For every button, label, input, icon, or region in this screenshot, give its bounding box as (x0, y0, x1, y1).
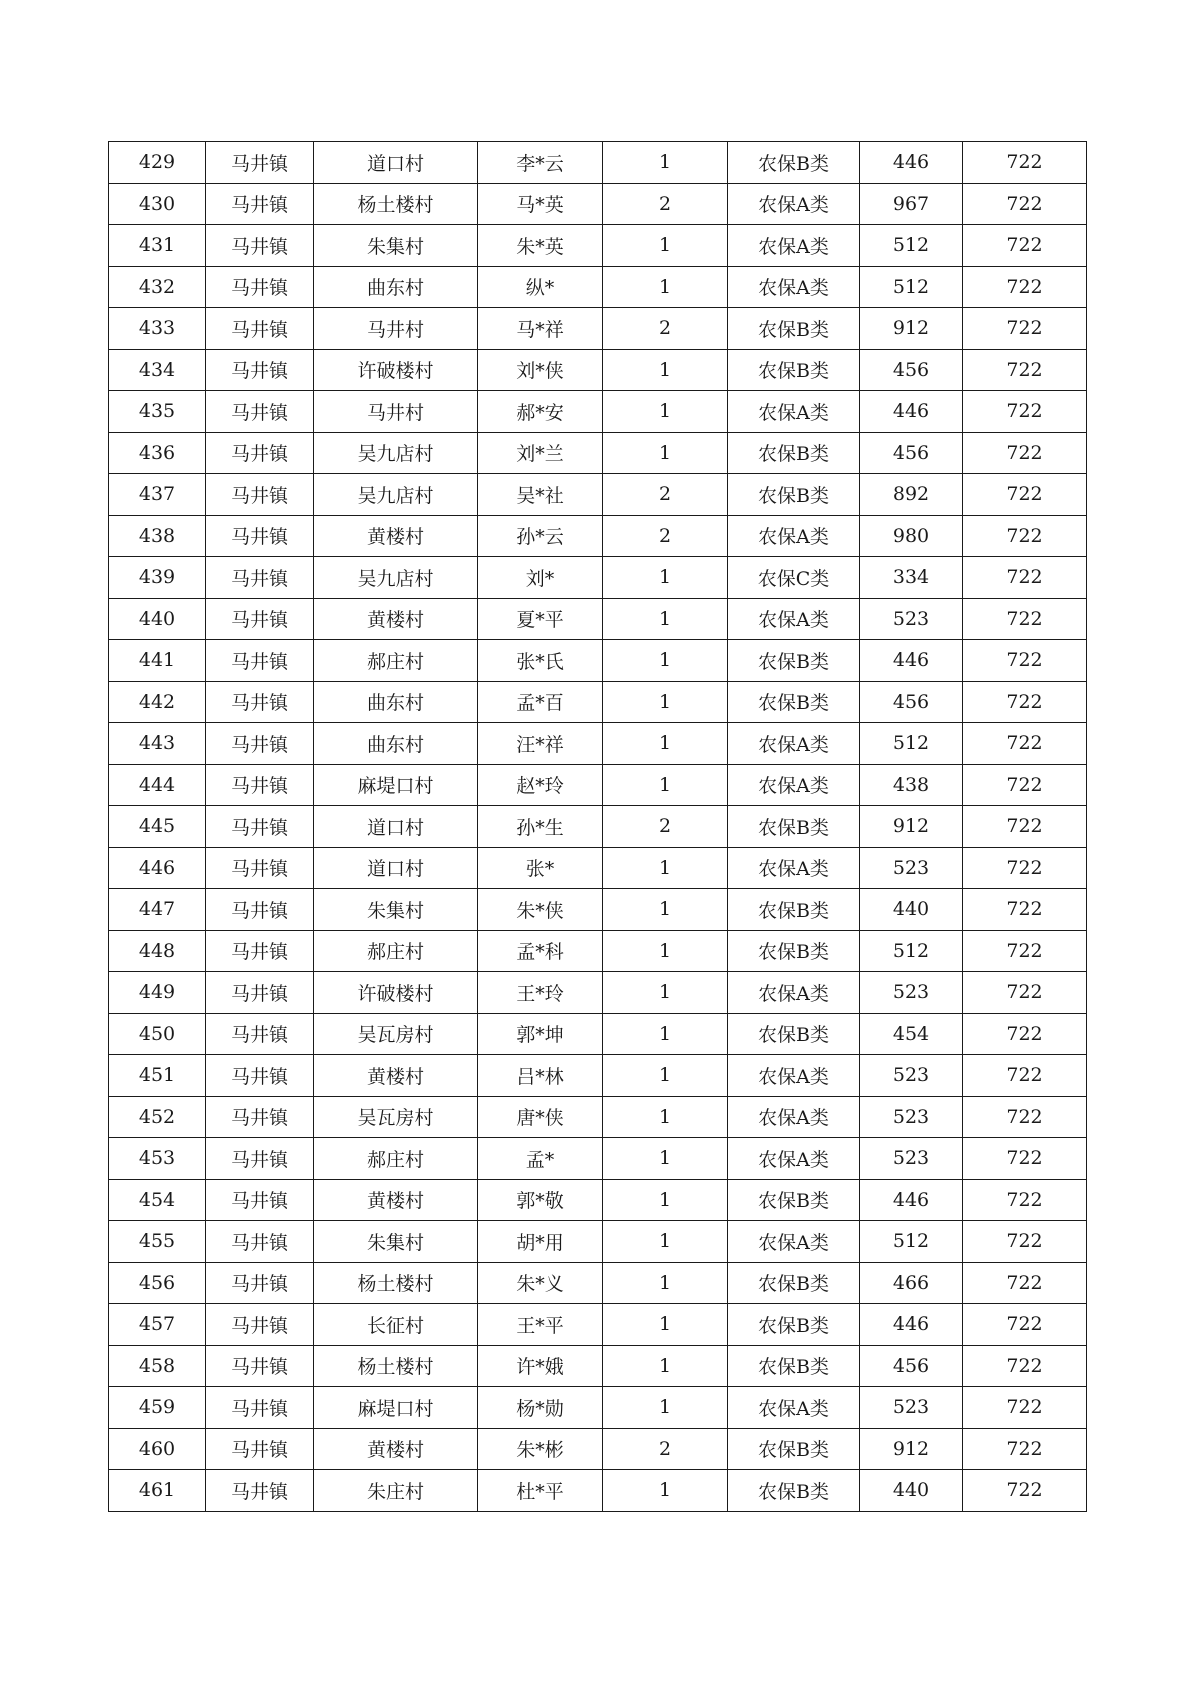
category-cell: 农保A类 (728, 266, 860, 308)
town-cell: 马井镇 (206, 1304, 314, 1346)
town-cell: 马井镇 (206, 515, 314, 557)
table-row (109, 640, 1087, 682)
category-cell: 农保A类 (728, 225, 860, 267)
category-cell: 农保A类 (728, 723, 860, 765)
row-number-cell: 431 (109, 225, 206, 267)
category-cell: 农保B类 (728, 308, 860, 350)
name-cell: 许*娥 (478, 1345, 603, 1387)
table-row (109, 1345, 1087, 1387)
standard-cell: 722 (963, 972, 1087, 1014)
standard-cell: 722 (963, 1096, 1087, 1138)
standard-cell: 722 (963, 598, 1087, 640)
row-number-cell: 449 (109, 972, 206, 1014)
standard-cell: 722 (963, 225, 1087, 267)
name-cell: 夏*平 (478, 598, 603, 640)
town-cell: 马井镇 (206, 1055, 314, 1097)
household-count-cell: 2 (603, 183, 728, 225)
category-cell: 农保B类 (728, 640, 860, 682)
name-cell: 马*英 (478, 183, 603, 225)
village-cell: 长征村 (314, 1304, 478, 1346)
category-cell: 农保A类 (728, 391, 860, 433)
household-count-cell: 1 (603, 1262, 728, 1304)
village-cell: 曲东村 (314, 723, 478, 765)
amount-cell: 980 (860, 515, 963, 557)
row-number-cell: 459 (109, 1387, 206, 1429)
household-count-cell: 1 (603, 432, 728, 474)
household-count-cell: 1 (603, 1470, 728, 1512)
village-cell: 道口村 (314, 847, 478, 889)
amount-cell: 466 (860, 1262, 963, 1304)
category-cell: 农保A类 (728, 183, 860, 225)
row-number-cell: 441 (109, 640, 206, 682)
village-cell: 杨土楼村 (314, 1262, 478, 1304)
standard-cell: 722 (963, 1138, 1087, 1180)
household-count-cell: 1 (603, 349, 728, 391)
row-number-cell: 429 (109, 142, 206, 184)
household-count-cell: 1 (603, 1345, 728, 1387)
village-cell: 黄楼村 (314, 1055, 478, 1097)
table-row (109, 723, 1087, 765)
standard-cell: 722 (963, 142, 1087, 184)
name-cell: 孟*科 (478, 930, 603, 972)
name-cell: 郭*敬 (478, 1179, 603, 1221)
row-number-cell: 461 (109, 1470, 206, 1512)
data-table (108, 141, 1087, 1512)
row-number-cell: 453 (109, 1138, 206, 1180)
standard-cell: 722 (963, 1470, 1087, 1512)
category-cell: 农保B类 (728, 1345, 860, 1387)
table-row (109, 1304, 1087, 1346)
town-cell: 马井镇 (206, 640, 314, 682)
table-row (109, 972, 1087, 1014)
town-cell: 马井镇 (206, 1428, 314, 1470)
household-count-cell: 1 (603, 1387, 728, 1429)
village-cell: 朱集村 (314, 889, 478, 931)
village-cell: 吴九店村 (314, 432, 478, 474)
category-cell: 农保A类 (728, 1096, 860, 1138)
name-cell: 杜*平 (478, 1470, 603, 1512)
village-cell: 马井村 (314, 391, 478, 433)
town-cell: 马井镇 (206, 847, 314, 889)
table-row (109, 1096, 1087, 1138)
household-count-cell: 1 (603, 598, 728, 640)
household-count-cell: 1 (603, 557, 728, 599)
amount-cell: 892 (860, 474, 963, 516)
category-cell: 农保B类 (728, 681, 860, 723)
standard-cell: 722 (963, 1013, 1087, 1055)
town-cell: 马井镇 (206, 889, 314, 931)
amount-cell: 334 (860, 557, 963, 599)
village-cell: 郝庄村 (314, 930, 478, 972)
name-cell: 纵* (478, 266, 603, 308)
standard-cell: 722 (963, 391, 1087, 433)
table-row (109, 1470, 1087, 1512)
amount-cell: 512 (860, 930, 963, 972)
amount-cell: 523 (860, 1138, 963, 1180)
name-cell: 朱*义 (478, 1262, 603, 1304)
table-row (109, 764, 1087, 806)
row-number-cell: 435 (109, 391, 206, 433)
amount-cell: 446 (860, 1304, 963, 1346)
name-cell: 吕*林 (478, 1055, 603, 1097)
table-row (109, 806, 1087, 848)
town-cell: 马井镇 (206, 1387, 314, 1429)
category-cell: 农保B类 (728, 474, 860, 516)
standard-cell: 722 (963, 1055, 1087, 1097)
row-number-cell: 437 (109, 474, 206, 516)
village-cell: 朱庄村 (314, 1470, 478, 1512)
table-row (109, 1013, 1087, 1055)
village-cell: 朱集村 (314, 1221, 478, 1263)
row-number-cell: 452 (109, 1096, 206, 1138)
standard-cell: 722 (963, 1304, 1087, 1346)
row-number-cell: 454 (109, 1179, 206, 1221)
standard-cell: 722 (963, 515, 1087, 557)
name-cell: 汪*祥 (478, 723, 603, 765)
village-cell: 朱集村 (314, 225, 478, 267)
category-cell: 农保B类 (728, 349, 860, 391)
town-cell: 马井镇 (206, 1138, 314, 1180)
table-row (109, 847, 1087, 889)
village-cell: 马井村 (314, 308, 478, 350)
table-row (109, 432, 1087, 474)
standard-cell: 722 (963, 930, 1087, 972)
standard-cell: 722 (963, 806, 1087, 848)
row-number-cell: 434 (109, 349, 206, 391)
row-number-cell: 447 (109, 889, 206, 931)
village-cell: 郝庄村 (314, 1138, 478, 1180)
row-number-cell: 433 (109, 308, 206, 350)
category-cell: 农保C类 (728, 557, 860, 599)
amount-cell: 512 (860, 1221, 963, 1263)
village-cell: 吴瓦房村 (314, 1096, 478, 1138)
town-cell: 马井镇 (206, 266, 314, 308)
town-cell: 马井镇 (206, 1262, 314, 1304)
household-count-cell: 1 (603, 1013, 728, 1055)
table-row (109, 349, 1087, 391)
category-cell: 农保A类 (728, 1055, 860, 1097)
name-cell: 朱*彬 (478, 1428, 603, 1470)
town-cell: 马井镇 (206, 142, 314, 184)
village-cell: 吴九店村 (314, 474, 478, 516)
category-cell: 农保A类 (728, 1387, 860, 1429)
category-cell: 农保A类 (728, 1221, 860, 1263)
household-count-cell: 1 (603, 266, 728, 308)
town-cell: 马井镇 (206, 1179, 314, 1221)
standard-cell: 722 (963, 1345, 1087, 1387)
village-cell: 曲东村 (314, 681, 478, 723)
amount-cell: 512 (860, 225, 963, 267)
table-row (109, 930, 1087, 972)
household-count-cell: 2 (603, 1428, 728, 1470)
row-number-cell: 432 (109, 266, 206, 308)
household-count-cell: 1 (603, 225, 728, 267)
table-row (109, 1138, 1087, 1180)
standard-cell: 722 (963, 889, 1087, 931)
household-count-cell: 1 (603, 391, 728, 433)
name-cell: 马*祥 (478, 308, 603, 350)
row-number-cell: 455 (109, 1221, 206, 1263)
amount-cell: 912 (860, 308, 963, 350)
amount-cell: 456 (860, 1345, 963, 1387)
household-count-cell: 1 (603, 1304, 728, 1346)
amount-cell: 440 (860, 889, 963, 931)
row-number-cell: 451 (109, 1055, 206, 1097)
household-count-cell: 1 (603, 723, 728, 765)
row-number-cell: 448 (109, 930, 206, 972)
standard-cell: 722 (963, 432, 1087, 474)
town-cell: 马井镇 (206, 930, 314, 972)
town-cell: 马井镇 (206, 432, 314, 474)
row-number-cell: 443 (109, 723, 206, 765)
category-cell: 农保B类 (728, 889, 860, 931)
household-count-cell: 1 (603, 1138, 728, 1180)
village-cell: 曲东村 (314, 266, 478, 308)
amount-cell: 523 (860, 598, 963, 640)
household-count-cell: 1 (603, 930, 728, 972)
standard-cell: 722 (963, 1221, 1087, 1263)
standard-cell: 722 (963, 640, 1087, 682)
amount-cell: 523 (860, 972, 963, 1014)
category-cell: 农保B类 (728, 1013, 860, 1055)
name-cell: 张* (478, 847, 603, 889)
table-row (109, 391, 1087, 433)
amount-cell: 523 (860, 847, 963, 889)
category-cell: 农保B类 (728, 930, 860, 972)
name-cell: 刘* (478, 557, 603, 599)
name-cell: 刘*侠 (478, 349, 603, 391)
village-cell: 吴九店村 (314, 557, 478, 599)
town-cell: 马井镇 (206, 1013, 314, 1055)
standard-cell: 722 (963, 308, 1087, 350)
town-cell: 马井镇 (206, 681, 314, 723)
amount-cell: 512 (860, 266, 963, 308)
village-cell: 麻堤口村 (314, 1387, 478, 1429)
household-count-cell: 1 (603, 681, 728, 723)
row-number-cell: 442 (109, 681, 206, 723)
name-cell: 王*玲 (478, 972, 603, 1014)
standard-cell: 722 (963, 1387, 1087, 1429)
row-number-cell: 458 (109, 1345, 206, 1387)
category-cell: 农保B类 (728, 1470, 860, 1512)
table-row (109, 225, 1087, 267)
amount-cell: 440 (860, 1470, 963, 1512)
amount-cell: 454 (860, 1013, 963, 1055)
category-cell: 农保B类 (728, 1179, 860, 1221)
name-cell: 孙*生 (478, 806, 603, 848)
table-row (109, 889, 1087, 931)
name-cell: 刘*兰 (478, 432, 603, 474)
town-cell: 马井镇 (206, 1345, 314, 1387)
village-cell: 黄楼村 (314, 1428, 478, 1470)
category-cell: 农保A类 (728, 847, 860, 889)
village-cell: 麻堤口村 (314, 764, 478, 806)
household-count-cell: 1 (603, 1055, 728, 1097)
village-cell: 吴瓦房村 (314, 1013, 478, 1055)
standard-cell: 722 (963, 1428, 1087, 1470)
village-cell: 杨土楼村 (314, 183, 478, 225)
household-count-cell: 1 (603, 764, 728, 806)
town-cell: 马井镇 (206, 764, 314, 806)
name-cell: 孟* (478, 1138, 603, 1180)
village-cell: 杨土楼村 (314, 1345, 478, 1387)
standard-cell: 722 (963, 474, 1087, 516)
standard-cell: 722 (963, 557, 1087, 599)
town-cell: 马井镇 (206, 183, 314, 225)
village-cell: 黄楼村 (314, 515, 478, 557)
village-cell: 黄楼村 (314, 598, 478, 640)
row-number-cell: 439 (109, 557, 206, 599)
household-count-cell: 2 (603, 474, 728, 516)
household-count-cell: 1 (603, 972, 728, 1014)
town-cell: 马井镇 (206, 723, 314, 765)
amount-cell: 523 (860, 1387, 963, 1429)
row-number-cell: 436 (109, 432, 206, 474)
row-number-cell: 438 (109, 515, 206, 557)
standard-cell: 722 (963, 847, 1087, 889)
row-number-cell: 460 (109, 1428, 206, 1470)
standard-cell: 722 (963, 349, 1087, 391)
name-cell: 胡*用 (478, 1221, 603, 1263)
row-number-cell: 446 (109, 847, 206, 889)
category-cell: 农保B类 (728, 806, 860, 848)
town-cell: 马井镇 (206, 225, 314, 267)
table-row (109, 474, 1087, 516)
standard-cell: 722 (963, 183, 1087, 225)
name-cell: 张*氏 (478, 640, 603, 682)
name-cell: 吴*社 (478, 474, 603, 516)
village-cell: 郝庄村 (314, 640, 478, 682)
standard-cell: 722 (963, 266, 1087, 308)
row-number-cell: 445 (109, 806, 206, 848)
name-cell: 郝*安 (478, 391, 603, 433)
table-row (109, 681, 1087, 723)
name-cell: 杨*勋 (478, 1387, 603, 1429)
amount-cell: 456 (860, 432, 963, 474)
name-cell: 孙*云 (478, 515, 603, 557)
amount-cell: 523 (860, 1096, 963, 1138)
row-number-cell: 440 (109, 598, 206, 640)
table-row (109, 557, 1087, 599)
household-count-cell: 1 (603, 142, 728, 184)
amount-cell: 446 (860, 640, 963, 682)
household-count-cell: 1 (603, 1096, 728, 1138)
village-cell: 黄楼村 (314, 1179, 478, 1221)
table-row (109, 1262, 1087, 1304)
standard-cell: 722 (963, 764, 1087, 806)
household-count-cell: 1 (603, 847, 728, 889)
row-number-cell: 457 (109, 1304, 206, 1346)
name-cell: 郭*坤 (478, 1013, 603, 1055)
row-number-cell: 450 (109, 1013, 206, 1055)
category-cell: 农保A类 (728, 972, 860, 1014)
table-row (109, 515, 1087, 557)
household-count-cell: 1 (603, 640, 728, 682)
standard-cell: 722 (963, 681, 1087, 723)
town-cell: 马井镇 (206, 308, 314, 350)
town-cell: 马井镇 (206, 391, 314, 433)
row-number-cell: 444 (109, 764, 206, 806)
amount-cell: 512 (860, 723, 963, 765)
town-cell: 马井镇 (206, 1470, 314, 1512)
category-cell: 农保B类 (728, 432, 860, 474)
name-cell: 唐*侠 (478, 1096, 603, 1138)
category-cell: 农保B类 (728, 1262, 860, 1304)
amount-cell: 438 (860, 764, 963, 806)
standard-cell: 722 (963, 1179, 1087, 1221)
town-cell: 马井镇 (206, 972, 314, 1014)
name-cell: 孟*百 (478, 681, 603, 723)
amount-cell: 456 (860, 349, 963, 391)
table-row (109, 308, 1087, 350)
row-number-cell: 456 (109, 1262, 206, 1304)
standard-cell: 722 (963, 1262, 1087, 1304)
amount-cell: 446 (860, 1179, 963, 1221)
town-cell: 马井镇 (206, 474, 314, 516)
category-cell: 农保A类 (728, 1138, 860, 1180)
category-cell: 农保A类 (728, 764, 860, 806)
village-cell: 道口村 (314, 142, 478, 184)
table-row (109, 1221, 1087, 1263)
category-cell: 农保B类 (728, 1428, 860, 1470)
category-cell: 农保A类 (728, 515, 860, 557)
table-row (109, 598, 1087, 640)
town-cell: 马井镇 (206, 1096, 314, 1138)
category-cell: 农保B类 (728, 142, 860, 184)
household-count-cell: 2 (603, 806, 728, 848)
name-cell: 李*云 (478, 142, 603, 184)
town-cell: 马井镇 (206, 349, 314, 391)
town-cell: 马井镇 (206, 598, 314, 640)
table-row (109, 1179, 1087, 1221)
amount-cell: 967 (860, 183, 963, 225)
category-cell: 农保A类 (728, 598, 860, 640)
amount-cell: 912 (860, 806, 963, 848)
name-cell: 朱*侠 (478, 889, 603, 931)
standard-cell: 722 (963, 723, 1087, 765)
amount-cell: 446 (860, 142, 963, 184)
town-cell: 马井镇 (206, 557, 314, 599)
town-cell: 马井镇 (206, 806, 314, 848)
amount-cell: 456 (860, 681, 963, 723)
table-row (109, 1055, 1087, 1097)
amount-cell: 446 (860, 391, 963, 433)
amount-cell: 912 (860, 1428, 963, 1470)
name-cell: 朱*英 (478, 225, 603, 267)
household-count-cell: 1 (603, 889, 728, 931)
row-number-cell: 430 (109, 183, 206, 225)
name-cell: 赵*玲 (478, 764, 603, 806)
table-row (109, 266, 1087, 308)
household-count-cell: 1 (603, 1179, 728, 1221)
town-cell: 马井镇 (206, 1221, 314, 1263)
village-cell: 许破楼村 (314, 349, 478, 391)
table-row (109, 1428, 1087, 1470)
household-count-cell: 2 (603, 515, 728, 557)
village-cell: 许破楼村 (314, 972, 478, 1014)
table-row (109, 142, 1087, 184)
household-count-cell: 2 (603, 308, 728, 350)
village-cell: 道口村 (314, 806, 478, 848)
household-count-cell: 1 (603, 1221, 728, 1263)
table-row (109, 183, 1087, 225)
name-cell: 王*平 (478, 1304, 603, 1346)
category-cell: 农保B类 (728, 1304, 860, 1346)
table-row (109, 1387, 1087, 1429)
amount-cell: 523 (860, 1055, 963, 1097)
